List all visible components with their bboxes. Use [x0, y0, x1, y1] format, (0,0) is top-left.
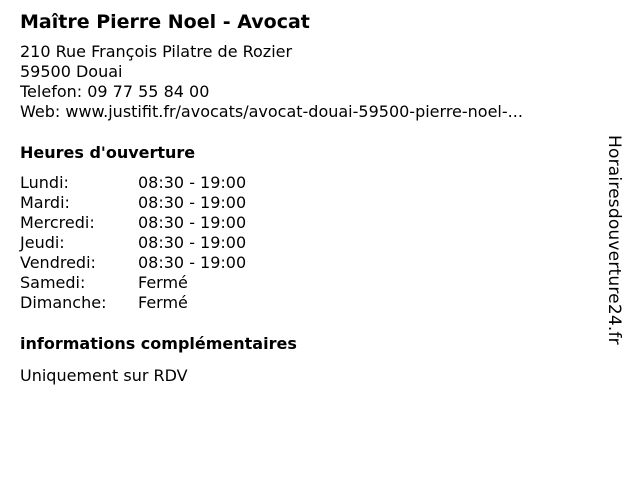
day-hours: 08:30 - 19:00: [138, 213, 247, 232]
opening-hours-heading: Heures d'ouverture: [20, 143, 196, 162]
day-label: Lundi:: [20, 173, 69, 192]
site-watermark: Horairesdouverture24.fr: [604, 135, 624, 345]
website-link[interactable]: Web: www.justifit.fr/avocats/avocat-douai-59500-pierre-noel-...: [20, 102, 523, 121]
hours-row: [20, 193, 600, 213]
day-hours: Fermé: [138, 273, 188, 292]
contact-block: [20, 42, 600, 122]
business-name: Maître Pierre Noel - Avocat: [20, 11, 310, 33]
city-address: 59500 Douai: [20, 62, 123, 81]
day-label: Mardi:: [20, 193, 70, 212]
opening-hours-table: [20, 173, 600, 313]
day-hours: 08:30 - 19:00: [138, 173, 247, 192]
hours-row: [20, 233, 600, 253]
business-card: [20, 8, 600, 386]
street-address: 210 Rue François Pilatre de Rozier: [20, 42, 293, 61]
hours-row: [20, 253, 600, 273]
hours-row: [20, 173, 600, 193]
additional-info-heading: informations complémentaires: [20, 334, 297, 353]
day-label: Jeudi:: [20, 233, 65, 252]
day-hours: 08:30 - 19:00: [138, 193, 247, 212]
day-label: Vendredi:: [20, 253, 96, 272]
hours-row: [20, 213, 600, 233]
day-label: Samedi:: [20, 273, 86, 292]
additional-info-text: Uniquement sur RDV: [20, 366, 188, 385]
day-hours: Fermé: [138, 293, 188, 312]
hours-row: [20, 293, 600, 313]
day-hours: 08:30 - 19:00: [138, 253, 247, 272]
day-hours: 08:30 - 19:00: [138, 233, 247, 252]
day-label: Mercredi:: [20, 213, 95, 232]
day-label: Dimanche:: [20, 293, 107, 312]
phone-number: Telefon: 09 77 55 84 00: [20, 82, 210, 101]
hours-row: [20, 273, 600, 293]
